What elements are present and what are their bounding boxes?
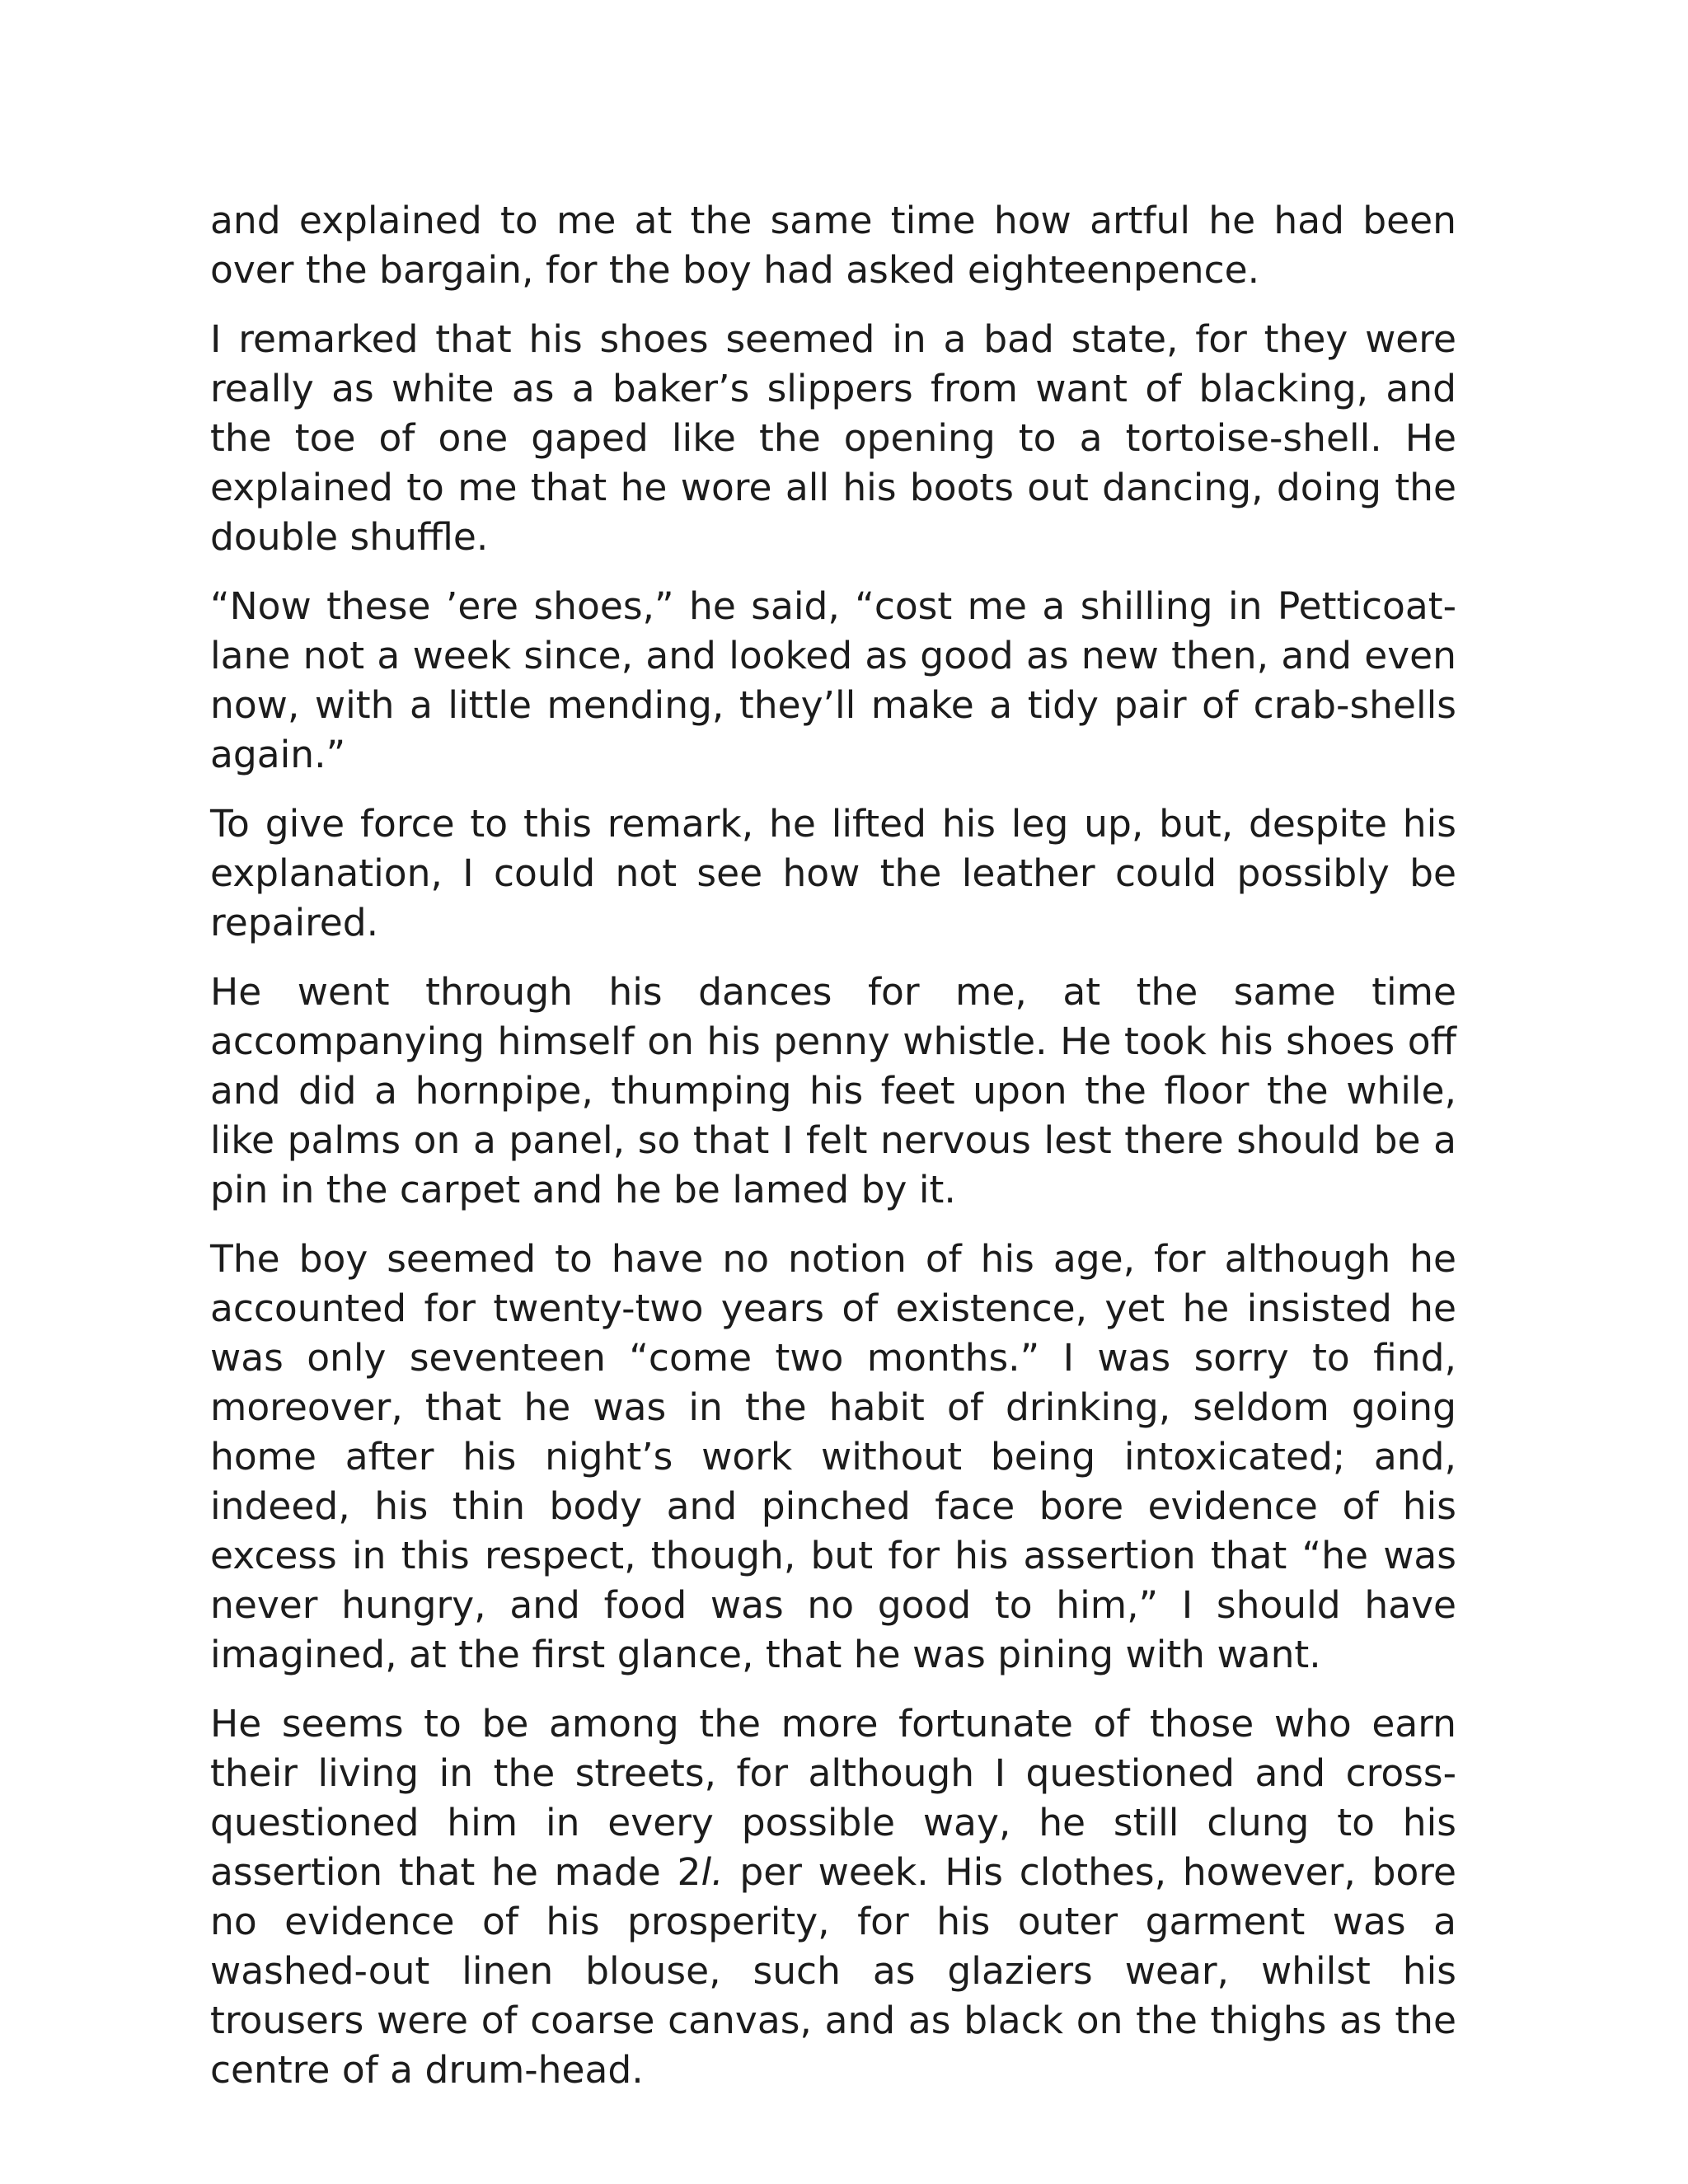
paragraph: and explained to me at the same time how artful he had been over the bargain, for the boy had asked eighteenpence. (210, 199, 1456, 292)
paragraph: The boy seemed to have no notion of his age, for although he accounted for twenty-two years of existence, yet he insisted he was only seventeen “come two months.” I was sorry to find, moreover, that he was in the habit of drinking, seldom going home after his night’s work without being intoxicated; and, indeed, his thin body and pinched face bore evidence of his excess in this respect, though, but for his assertion that “he was never hungry, and food was no good to him,” I should have imagined, at the first glance, that he was pining with want. (210, 1237, 1456, 1676)
paragraph: He went through his dances for me, at the same time accompanying himself on his penny whistle. He took his shoes off and did a hornpipe, thumping his feet upon the floor the while, like palms on a panel, so that I felt nervous lest there should be a pin in the carpet and he be lamed by it. (210, 970, 1456, 1212)
paragraph: “Now these ’ere shoes,” he said, “cost me a shilling in Petticoat-lane not a week since, and looked as good as new then, and even now, with a little mending, they’ll make a tidy pair of crab-shells again.” (210, 584, 1456, 776)
paragraph (210, 1699, 1456, 2095)
paragraph-text: He seems to be among the more fortunate of those who earn their living in the streets, for although I questioned and cross-questioned him in every possible way, he still clung to his assertion that he made 2 (210, 1702, 1456, 1894)
page-body (210, 196, 1456, 2095)
paragraph: To give force to this remark, he lifted his leg up, but, despite his explanation, I could not see how the leather could possibly be repaired. (210, 802, 1456, 944)
paragraph: I remarked that his shoes seemed in a bad state, for they were really as white as a baker’s slippers from want of blacking, and the toe of one gaped like the opening to a tortoise-shell. He explained to me that he wore all his boots out dancing, doing the double shuffle. (210, 317, 1456, 559)
pound-abbreviation: l. (701, 1850, 724, 1894)
paragraph-text: per week. His clothes, however, bore no evidence of his prosperity, for his outer garment was a washed-out linen blouse, such as glaziers wear, whilst his trousers were of coarse canvas, and as black on the thighs as the centre of a drum-head. (210, 1850, 1456, 2092)
